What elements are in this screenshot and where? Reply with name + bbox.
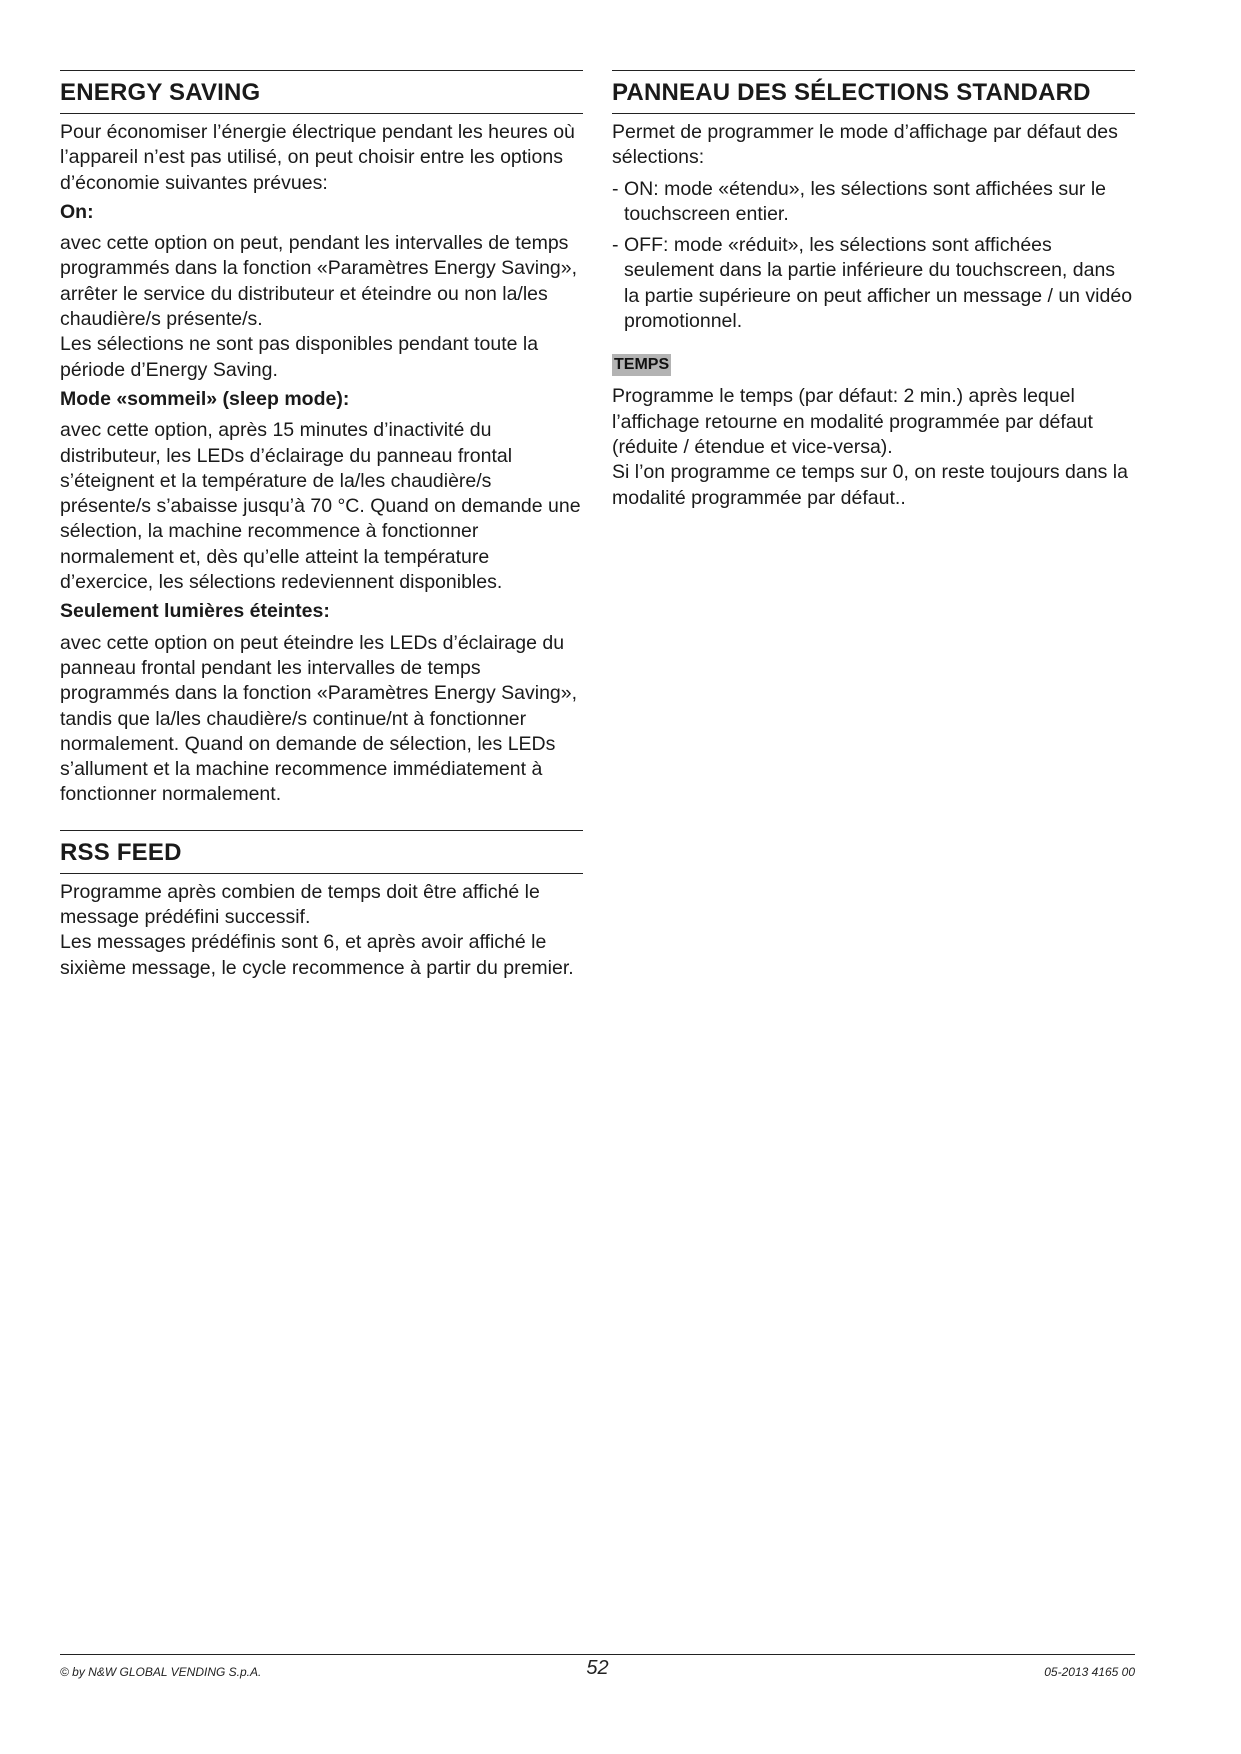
page-footer (60, 1654, 1135, 1679)
on-heading: On: (60, 200, 94, 223)
energy-saving-title: ENERGY SAVING (60, 70, 583, 114)
temps-text-1: Programme le temps (par défaut: 2 min.) après lequel l’affichage retourne en modalité programmée par défaut (réduite / étendue et vice-versa). (612, 385, 1093, 458)
doc-code: 05-2013 4165 00 (1044, 1665, 1135, 1679)
page-number: 52 (586, 1657, 609, 1679)
rss-feed-title: RSS FEED (60, 830, 583, 874)
left-column (60, 70, 583, 981)
rss-text-2: Les messages prédéfinis sont 6, et après avoir affiché le sixième message, le cycle recommence à partir du premier. (60, 931, 574, 979)
energy-saving-intro: Pour économiser l’énergie électrique pendant les heures où l’appareil n’est pas utilisé, on peut choisir entre les options d’économie suivantes prévues: (60, 121, 575, 194)
on-text-1: avec cette option on peut, pendant les intervalles de temps programmés dans la fonction «Paramètres Energy Saving», arrêter le service du distributeur et éteindre ou non la/les chaudière/s présente/s. (60, 232, 578, 331)
rss-text-1: Programme après combien de temps doit être affiché le message prédéfini successif. (60, 880, 540, 929)
rss-feed-section (60, 830, 583, 981)
bullet-off-text: OFF: mode «réduit», les sélections sont affichées seulement dans la partie inférieure du touchscreen, dans la partie supérieure on peut afficher un message / un vidéo promotionnel. (624, 234, 1133, 333)
on-text-2: Les sélections ne sont pas disponibles pendant toute la période d’Energy Saving. (60, 333, 539, 381)
bullet-on-text: ON: mode «étendu», les sélections sont affichées sur le touchscreen entier. (624, 177, 1106, 225)
lights-heading: Seulement lumières éteintes: (60, 600, 330, 623)
bullet-off (612, 233, 1135, 334)
panneau-title: PANNEAU DES SÉLECTIONS STANDARD (612, 70, 1135, 114)
sleep-text: avec cette option, après 15 minutes d’inactivité du distributeur, les LEDs d’éclairage du panneau frontal s’éteignent et la température de la/les chaudière/s présente/s s’abaisse jusqu’à 70 °C. Quand on demande une sélection, la machine recommence à fonctionner normalement et, dès qu’elle atteint la température d’exercice, les sélections redeviennent disponibles. (60, 419, 581, 594)
right-column (612, 70, 1135, 511)
bullet-on (612, 177, 1135, 228)
bullet-dash: - (612, 177, 619, 200)
sleep-heading: Mode «sommeil» (sleep mode): (60, 387, 350, 410)
panneau-intro: Permet de programmer le mode d’affichage par défaut des sélections: (612, 121, 1118, 169)
copyright: © by N&W GLOBAL VENDING S.p.A. (60, 1665, 262, 1679)
lights-text: avec cette option on peut éteindre les LEDs d’éclairage du panneau frontal pendant les intervalles de temps programmés dans la fonction «Paramètres Energy Saving», tandis que la/les chaudière/s continue/nt à fonctionner normalement. Quand on demande de sélection, les LEDs s’allument et la machine recommence immédiatement à fonctionner normalement. (60, 631, 578, 806)
bullet-dash: - (612, 234, 619, 257)
temps-text-2: Si l’on programme ce temps sur 0, on reste toujours dans la modalité programmée par défaut.. (612, 461, 1128, 509)
temps-tag: TEMPS (612, 354, 671, 376)
